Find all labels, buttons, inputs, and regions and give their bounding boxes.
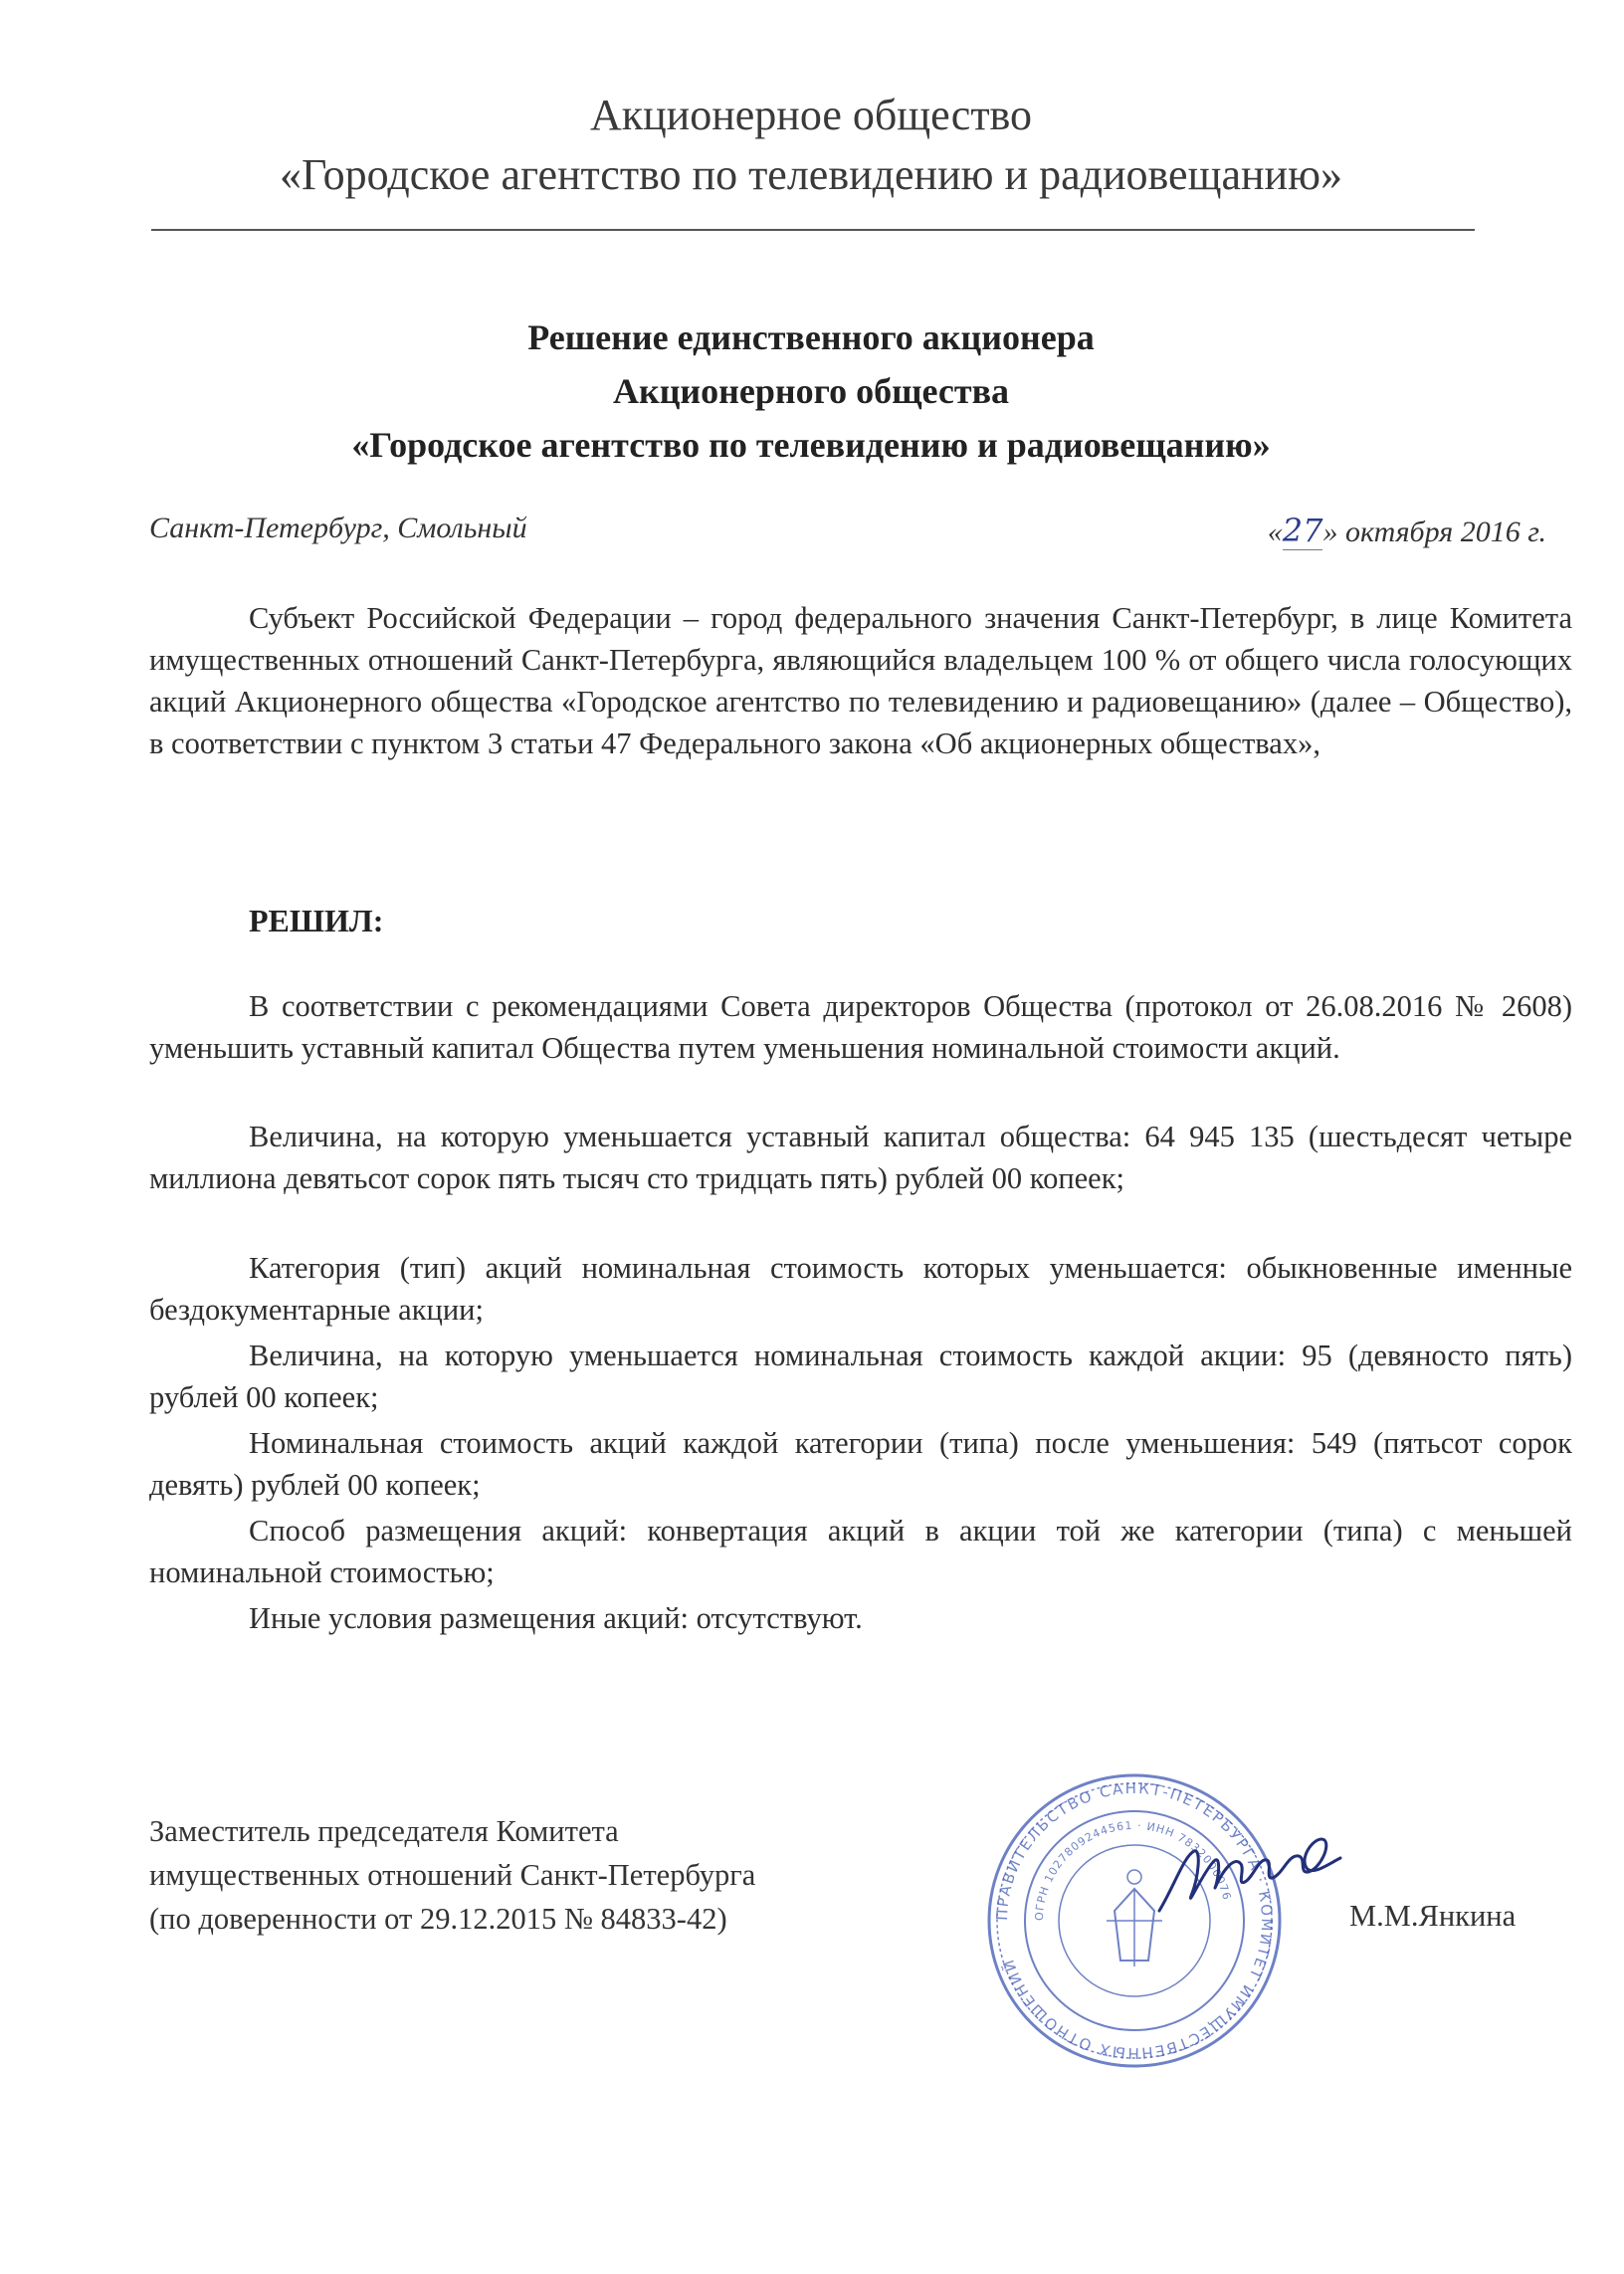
org-header-line-2: «Городское агентство по телевидению и радиовещанию» (280, 150, 1342, 199)
date-day-handwritten: 27 (1282, 512, 1323, 549)
document-place: Санкт-Петербург, Смольный (149, 512, 527, 544)
handwritten-signature (1149, 1816, 1348, 1926)
header-divider (151, 229, 1475, 231)
title-line-2: Акционерного общества (612, 371, 1010, 411)
title-line-1: Решение единственного акционера (527, 317, 1095, 357)
placement-method-paragraph: Способ размещения акций: конвертация акций в акции той же категории (типа) с меньшей номинальной стоимостью; (149, 1514, 1572, 1589)
date-rest: » октября 2016 г. (1322, 516, 1546, 548)
resolved-heading: РЕШИЛ: (249, 903, 384, 938)
date-open-quote: « (1267, 516, 1283, 548)
signatory-title (149, 1809, 755, 1941)
document-date (1268, 512, 1546, 550)
org-header-line-1: Акционерное общество (589, 91, 1033, 139)
signatory-line-3: (по доверенности от 29.12.2015 № 84833-42) (149, 1902, 727, 1936)
stamp-outer-text: ПРАВИТЕЛЬСТВО САНКТ-ПЕТЕРБУРГА · КОМИТЕТ ИМУЩЕСТВЕННЫХ ОТНОШЕНИЙ (992, 1778, 1277, 2063)
capital-reduction-paragraph: Величина, на которую уменьшается уставный капитал общества: 64 945 135 (шестьдесят четыре миллиона девятьсот сорок пять тысяч сто тридцать пять) рублей 00 копеек; (149, 1120, 1572, 1195)
share-category-paragraph: Категория (тип) акций номинальная стоимость которых уменьшается: обыкновенные именные бездокументарные акции; (149, 1251, 1572, 1327)
signatory-name: М.М.Янкина (1349, 1899, 1517, 1933)
nominal-reduction-paragraph: Величина, на которую уменьшается номинальная стоимость каждой акции: 95 (девяносто пять) рублей 00 копеек; (149, 1339, 1572, 1414)
preamble-paragraph: Субъект Российской Федерации – город федерального значения Санкт-Петербург, в лице Комитета имущественных отношений Санкт-Петербурга, являющийся владельцем 100 % от общего числа голосующих акций Акционерного общества «Городское агентство по телевидению и радиовещанию» (далее – Общество), в соответствии с пунктом 3 статьи 47 Федерального закона «Об акционерных обществах», (149, 601, 1572, 760)
stamp-inner-text: ОГРН 1027809244561 · ИНН 7832000076 (1032, 1818, 1234, 1922)
signatory-line-1: Заместитель председателя Комитета (149, 1814, 619, 1848)
document-title (149, 310, 1473, 472)
organization-header (149, 86, 1473, 205)
nominal-after-paragraph: Номинальная стоимость акций каждой категории (типа) после уменьшения: 549 (пятьсот сорок девять) рублей 00 копеек; (149, 1426, 1572, 1502)
other-conditions-paragraph: Иные условия размещения акций: отсутствуют. (249, 1601, 863, 1635)
signatory-line-2: имущественных отношений Санкт-Петербурга (149, 1858, 756, 1892)
title-line-3: «Городское агентство по телевидению и радиовещанию» (351, 425, 1271, 465)
decision-paragraph: В соответствии с рекомендациями Совета директоров Общества (протокол от 26.08.2016 № 2608) уменьшить уставный капитал Общества путем уменьшения номинальной стоимости акций. (149, 989, 1572, 1065)
